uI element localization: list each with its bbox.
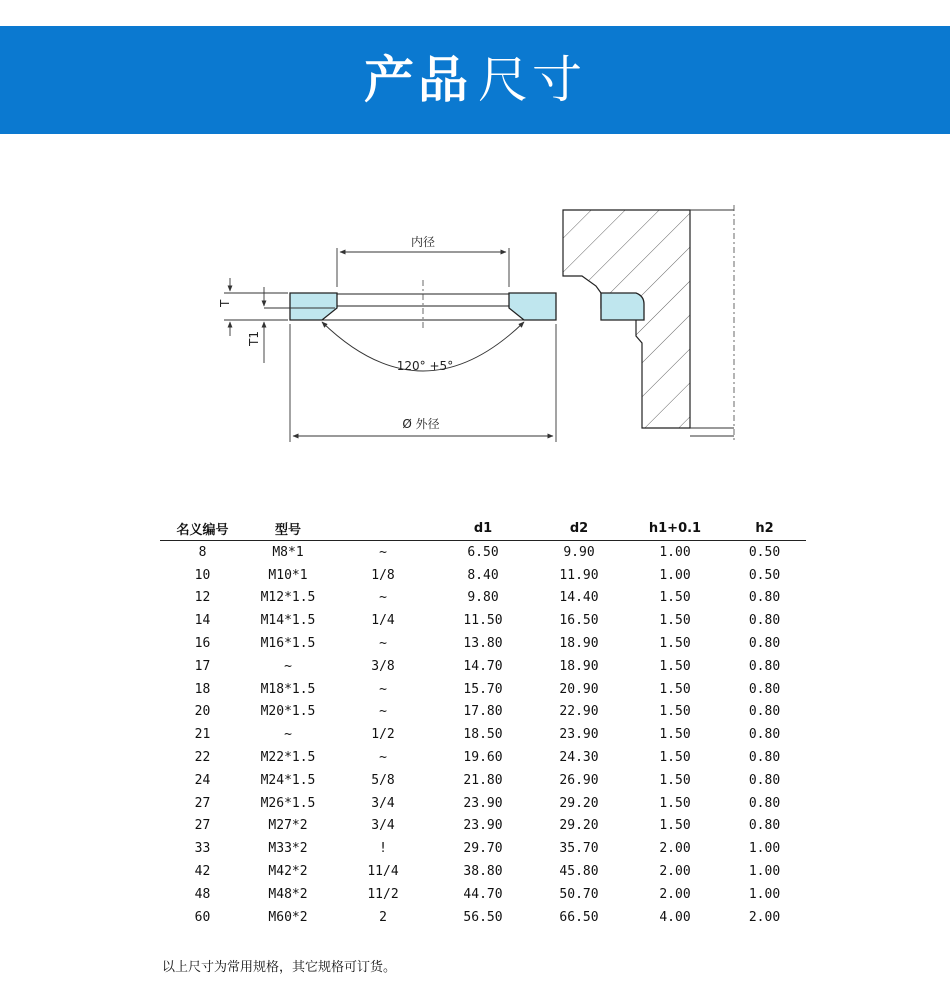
cell-d2: 14.40 bbox=[559, 590, 599, 606]
cell-model: M33*2 bbox=[268, 841, 308, 857]
cell-d1: 29.70 bbox=[463, 841, 503, 857]
cell-h1: 2.00 bbox=[659, 841, 691, 857]
cell-pipe: ! bbox=[379, 841, 387, 857]
cell-d1: 6.50 bbox=[467, 544, 499, 560]
cell-nominal: 17 bbox=[194, 658, 211, 674]
cell-nominal: 42 bbox=[194, 864, 211, 880]
cell-h2: 0.80 bbox=[748, 613, 781, 629]
table-row bbox=[160, 701, 806, 724]
cell-model: M14*1.5 bbox=[260, 613, 316, 629]
header-h1: h1+0.1 bbox=[627, 516, 723, 541]
spec-table bbox=[160, 516, 806, 929]
diagram-svg bbox=[0, 190, 950, 470]
title-light: 尺寸 bbox=[478, 51, 586, 109]
cell-model: ~ bbox=[284, 727, 292, 743]
header-d2: d2 bbox=[531, 516, 627, 541]
cell-d1: 14.70 bbox=[463, 658, 503, 674]
seal-diagram bbox=[0, 190, 950, 470]
t1-label: T1 bbox=[247, 331, 261, 346]
table-row bbox=[160, 860, 806, 883]
cell-h2: 2.00 bbox=[748, 909, 781, 925]
cell-d2: 26.90 bbox=[559, 772, 599, 788]
cell-nominal: 12 bbox=[194, 590, 211, 606]
cell-pipe: 1/8 bbox=[371, 567, 395, 583]
table-row bbox=[160, 609, 806, 632]
cell-model: M12*1.5 bbox=[260, 590, 316, 606]
cell-d1: 56.50 bbox=[463, 909, 503, 925]
header-nominal: 名义编号 bbox=[160, 516, 245, 541]
cell-d2: 18.90 bbox=[559, 658, 599, 674]
cell-pipe: ~ bbox=[379, 750, 387, 766]
cell-d1: 9.80 bbox=[467, 590, 499, 606]
cell-nominal: 24 bbox=[194, 772, 211, 788]
angle-label: 120° +5° bbox=[396, 359, 454, 373]
cell-pipe: ~ bbox=[379, 636, 387, 652]
mounted-section bbox=[563, 205, 734, 442]
cell-d2: 35.70 bbox=[559, 841, 599, 857]
cell-d2: 29.20 bbox=[559, 795, 599, 811]
cell-d1: 18.50 bbox=[463, 727, 503, 743]
cell-h2: 0.50 bbox=[748, 567, 781, 583]
cell-nominal: 27 bbox=[194, 818, 211, 834]
cell-model: M26*1.5 bbox=[260, 795, 316, 811]
cell-nominal: 14 bbox=[194, 613, 211, 629]
cell-h1: 1.50 bbox=[659, 590, 691, 606]
cell-h2: 0.80 bbox=[748, 658, 781, 674]
table-row bbox=[160, 587, 806, 610]
t-dimension bbox=[224, 278, 288, 336]
cell-model: M60*2 bbox=[268, 909, 308, 925]
cell-pipe: 11/4 bbox=[367, 864, 399, 880]
cell-h1: 1.50 bbox=[659, 727, 691, 743]
cell-d1: 38.80 bbox=[463, 864, 503, 880]
cell-nominal: 60 bbox=[194, 909, 211, 925]
cell-pipe: 2 bbox=[379, 909, 387, 925]
cell-h1: 1.50 bbox=[659, 772, 691, 788]
cell-h1: 1.50 bbox=[659, 750, 691, 766]
cell-d1: 8.40 bbox=[467, 567, 499, 583]
cell-h2: 0.80 bbox=[748, 704, 781, 720]
cell-d2: 66.50 bbox=[559, 909, 599, 925]
table-row bbox=[160, 541, 806, 564]
cell-h1: 2.00 bbox=[659, 864, 691, 880]
cell-d1: 15.70 bbox=[463, 681, 503, 697]
cell-model: M24*1.5 bbox=[260, 772, 316, 788]
cell-h1: 1.50 bbox=[659, 681, 691, 697]
cell-d1: 13.80 bbox=[463, 636, 503, 652]
cell-d1: 23.90 bbox=[463, 818, 503, 834]
cell-d1: 23.90 bbox=[463, 795, 503, 811]
cell-d2: 11.90 bbox=[559, 567, 599, 583]
cell-nominal: 8 bbox=[198, 544, 207, 560]
cell-h1: 2.00 bbox=[659, 886, 691, 902]
table-row bbox=[160, 746, 806, 769]
cell-nominal: 16 bbox=[194, 636, 211, 652]
cell-d1: 11.50 bbox=[463, 613, 503, 629]
cell-h1: 1.50 bbox=[659, 636, 691, 652]
table-row bbox=[160, 632, 806, 655]
cell-model: M16*1.5 bbox=[260, 636, 316, 652]
cell-d2: 20.90 bbox=[559, 681, 599, 697]
cell-h1: 1.00 bbox=[659, 567, 691, 583]
cell-pipe: 11/2 bbox=[367, 886, 399, 902]
cell-pipe: ~ bbox=[379, 544, 387, 560]
cell-h2: 0.80 bbox=[748, 750, 781, 766]
outer-label: Ø 外径 bbox=[402, 417, 440, 431]
cell-h2: 1.00 bbox=[748, 864, 781, 880]
cell-nominal: 27 bbox=[194, 795, 211, 811]
cell-h1: 1.50 bbox=[659, 795, 691, 811]
cell-d1: 21.80 bbox=[463, 772, 503, 788]
cell-d2: 50.70 bbox=[559, 886, 599, 902]
cell-h1: 1.50 bbox=[659, 613, 691, 629]
cell-h2: 1.00 bbox=[748, 886, 781, 902]
cell-pipe: ~ bbox=[379, 704, 387, 720]
table-row bbox=[160, 564, 806, 587]
cell-pipe: 1/2 bbox=[371, 727, 395, 743]
cell-h2: 0.80 bbox=[748, 590, 781, 606]
cell-d2: 16.50 bbox=[559, 613, 599, 629]
title-bold: 产品 bbox=[364, 51, 472, 109]
table-row bbox=[160, 769, 806, 792]
cell-model: M8*1 bbox=[272, 544, 304, 560]
t-label: T bbox=[218, 299, 232, 307]
cell-pipe: 5/8 bbox=[371, 772, 395, 788]
footnote: 以上尺寸为常用规格，其它规格可订货。 bbox=[162, 960, 397, 975]
cell-h2: 1.00 bbox=[748, 841, 781, 857]
table-row bbox=[160, 815, 806, 838]
table-row bbox=[160, 792, 806, 815]
cell-model: M27*2 bbox=[268, 818, 308, 834]
cell-pipe: 3/8 bbox=[371, 658, 395, 674]
cell-model: M20*1.5 bbox=[260, 704, 316, 720]
cell-h2: 0.80 bbox=[748, 818, 781, 834]
cell-pipe: 1/4 bbox=[371, 613, 395, 629]
cell-model: M18*1.5 bbox=[260, 681, 316, 697]
cell-h1: 1.50 bbox=[659, 818, 691, 834]
cell-model: M10*1 bbox=[268, 567, 308, 583]
cell-h2: 0.80 bbox=[748, 795, 781, 811]
table-header-row bbox=[160, 516, 806, 541]
cell-pipe: ~ bbox=[379, 681, 387, 697]
cell-d2: 24.30 bbox=[559, 750, 599, 766]
cell-nominal: 48 bbox=[194, 886, 211, 902]
cell-d2: 23.90 bbox=[559, 727, 599, 743]
cell-d1: 17.80 bbox=[463, 704, 503, 720]
header-model: 型号 bbox=[245, 516, 331, 541]
cell-d2: 22.90 bbox=[559, 704, 599, 720]
table-row bbox=[160, 883, 806, 906]
cell-h1: 1.50 bbox=[659, 658, 691, 674]
cell-model: M42*2 bbox=[268, 864, 308, 880]
cell-d1: 44.70 bbox=[463, 886, 503, 902]
cell-h1: 1.50 bbox=[659, 704, 691, 720]
header-h2: h2 bbox=[723, 516, 806, 541]
cell-h2: 0.80 bbox=[748, 636, 781, 652]
cell-h2: 0.80 bbox=[748, 727, 781, 743]
cell-d2: 18.90 bbox=[559, 636, 599, 652]
table-row bbox=[160, 837, 806, 860]
cell-d2: 45.80 bbox=[559, 864, 599, 880]
cell-nominal: 33 bbox=[194, 841, 211, 857]
table-row bbox=[160, 906, 806, 929]
inner-label: 内径 bbox=[410, 235, 436, 249]
table-row bbox=[160, 678, 806, 701]
cell-nominal: 10 bbox=[194, 567, 211, 583]
cell-model: M22*1.5 bbox=[260, 750, 316, 766]
page-title bbox=[364, 51, 586, 109]
header-d1: d1 bbox=[435, 516, 531, 541]
cell-h1: 4.00 bbox=[659, 909, 691, 925]
cell-nominal: 18 bbox=[194, 681, 211, 697]
table-row bbox=[160, 655, 806, 678]
cell-model: M48*2 bbox=[268, 886, 308, 902]
cell-h2: 0.80 bbox=[748, 681, 781, 697]
table-row bbox=[160, 723, 806, 746]
cell-d2: 9.90 bbox=[563, 544, 595, 560]
cell-nominal: 20 bbox=[194, 704, 211, 720]
header-pipe bbox=[331, 516, 435, 541]
header-banner bbox=[0, 26, 950, 134]
cell-h1: 1.00 bbox=[659, 544, 691, 560]
cell-nominal: 21 bbox=[194, 727, 211, 743]
cell-pipe: 3/4 bbox=[371, 818, 395, 834]
cell-h2: 0.80 bbox=[748, 772, 781, 788]
cell-pipe: ~ bbox=[379, 590, 387, 606]
cell-model: ~ bbox=[284, 658, 292, 674]
cell-d2: 29.20 bbox=[559, 818, 599, 834]
cell-h2: 0.50 bbox=[748, 544, 781, 560]
cell-d1: 19.60 bbox=[463, 750, 503, 766]
cell-nominal: 22 bbox=[194, 750, 211, 766]
cell-pipe: 3/4 bbox=[371, 795, 395, 811]
